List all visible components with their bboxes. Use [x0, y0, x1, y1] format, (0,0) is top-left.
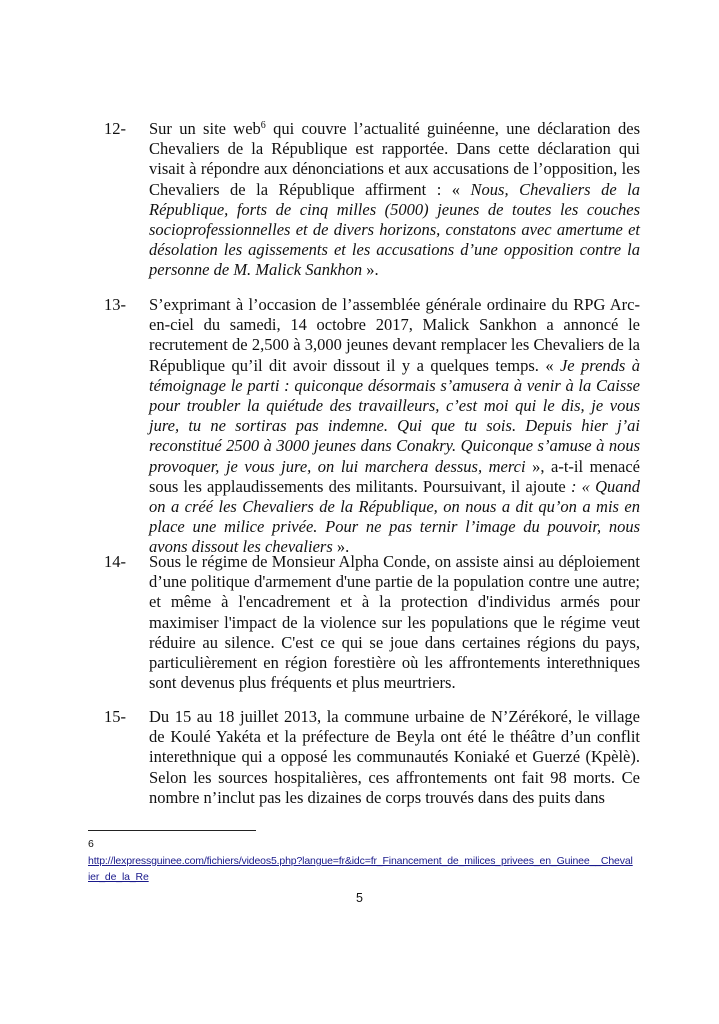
paragraph-text: Du 15 au 18 juillet 2013, la commune urbaine de N’Zérékoré, le village de Koulé Yakéta et la préfecture de Beyla ont été le théâtre d’un conflit interethnique qui a opposé les communautés Koniaké et Guerzé (Kpèlè). Selon les sources hospitalières, ces affrontements ont fait 98 morts. Ce nombre n’inclut pas les dizaines de corps trouvés dans des puits dans [149, 707, 640, 807]
footnote-link[interactable]: http://lexpressguinee.com/fichiers/videos5.php?langue=fr&idc=fr_Financement_de_milices_privees_en_Guinee__Chevalier_de_la_Re [88, 855, 633, 883]
paragraph-number: 12- [104, 119, 126, 138]
paragraph-text: Sous le régime de Monsieur Alpha Conde, on assiste ainsi au déploiement d’une politique d'armement d'une partie de la population contre une autre; et même à l'encadrement et à la protection d'individus armés pour maximiser l'impact de la violence sur les populations que le régime veut réduire au silence. C'est ce qui se joue dans certaines régions du pays, particulièrement en région forestière où les affrontements interethniques sont devenus plus fréquents et plus meurtriers. [149, 552, 640, 693]
paragraph-text: Sur un site web$^6$ qui couvre l’actualité guinéenne, une déclaration des Chevaliers de la République est rapportée. Dans cette déclaration qui visait à répondre aux dénonciations et aux accusations de l’opposition, les Chevaliers de la République affirment : « Nous, Chevaliers de la République, forts de cinq milles (5000) jeunes de toutes les couches socioprofessionnelles et de divers horizons, constatons avec amertume et désolation les agissements et les accusations d’une opposition contre la personne de M. Malick Sankhon ». [149, 119, 640, 280]
footnote-separator [88, 830, 256, 831]
footnote-number: 6 [88, 838, 94, 850]
paragraph-text: S’exprimant à l’occasion de l’assemblée générale ordinaire du RPG Arc-en-ciel du samedi, 14 octobre 2017, Malick Sankhon a annoncé le recrutement de 2,500 à 3,000 jeunes devant remplacer les Chevaliers de la République qu’il dit avoir dissout il y a quelques temps. « Je prends à témoignage le parti : quiconque désormais s’amusera à venir à la Caisse pour troubler la quiétude des travailleurs, c’est moi qui le dis, je vous jure, tu ne sortiras pas indemne. Qui que tu sois. Depuis hier j’ai reconstitué 2500 à 3000 jeunes dans Conakry. Quiconque s’amuse à nous provoquer, je vous jure, on lui marchera dessus, merci », a-t-il menacé sous les applaudissements des militants. Poursuivant, il ajoute : « Quand on a créé les Chevaliers de la République, on nous a dit qu’on a mis en place une milice privée. Pour ne pas ternir l’image du pouvoir, nous avons dissout les chevaliers ». [149, 295, 640, 557]
page-number: 5 [356, 891, 363, 905]
paragraph-number: 15- [104, 707, 126, 726]
paragraph-number: 13- [104, 295, 126, 314]
paragraph-number: 14- [104, 552, 126, 571]
